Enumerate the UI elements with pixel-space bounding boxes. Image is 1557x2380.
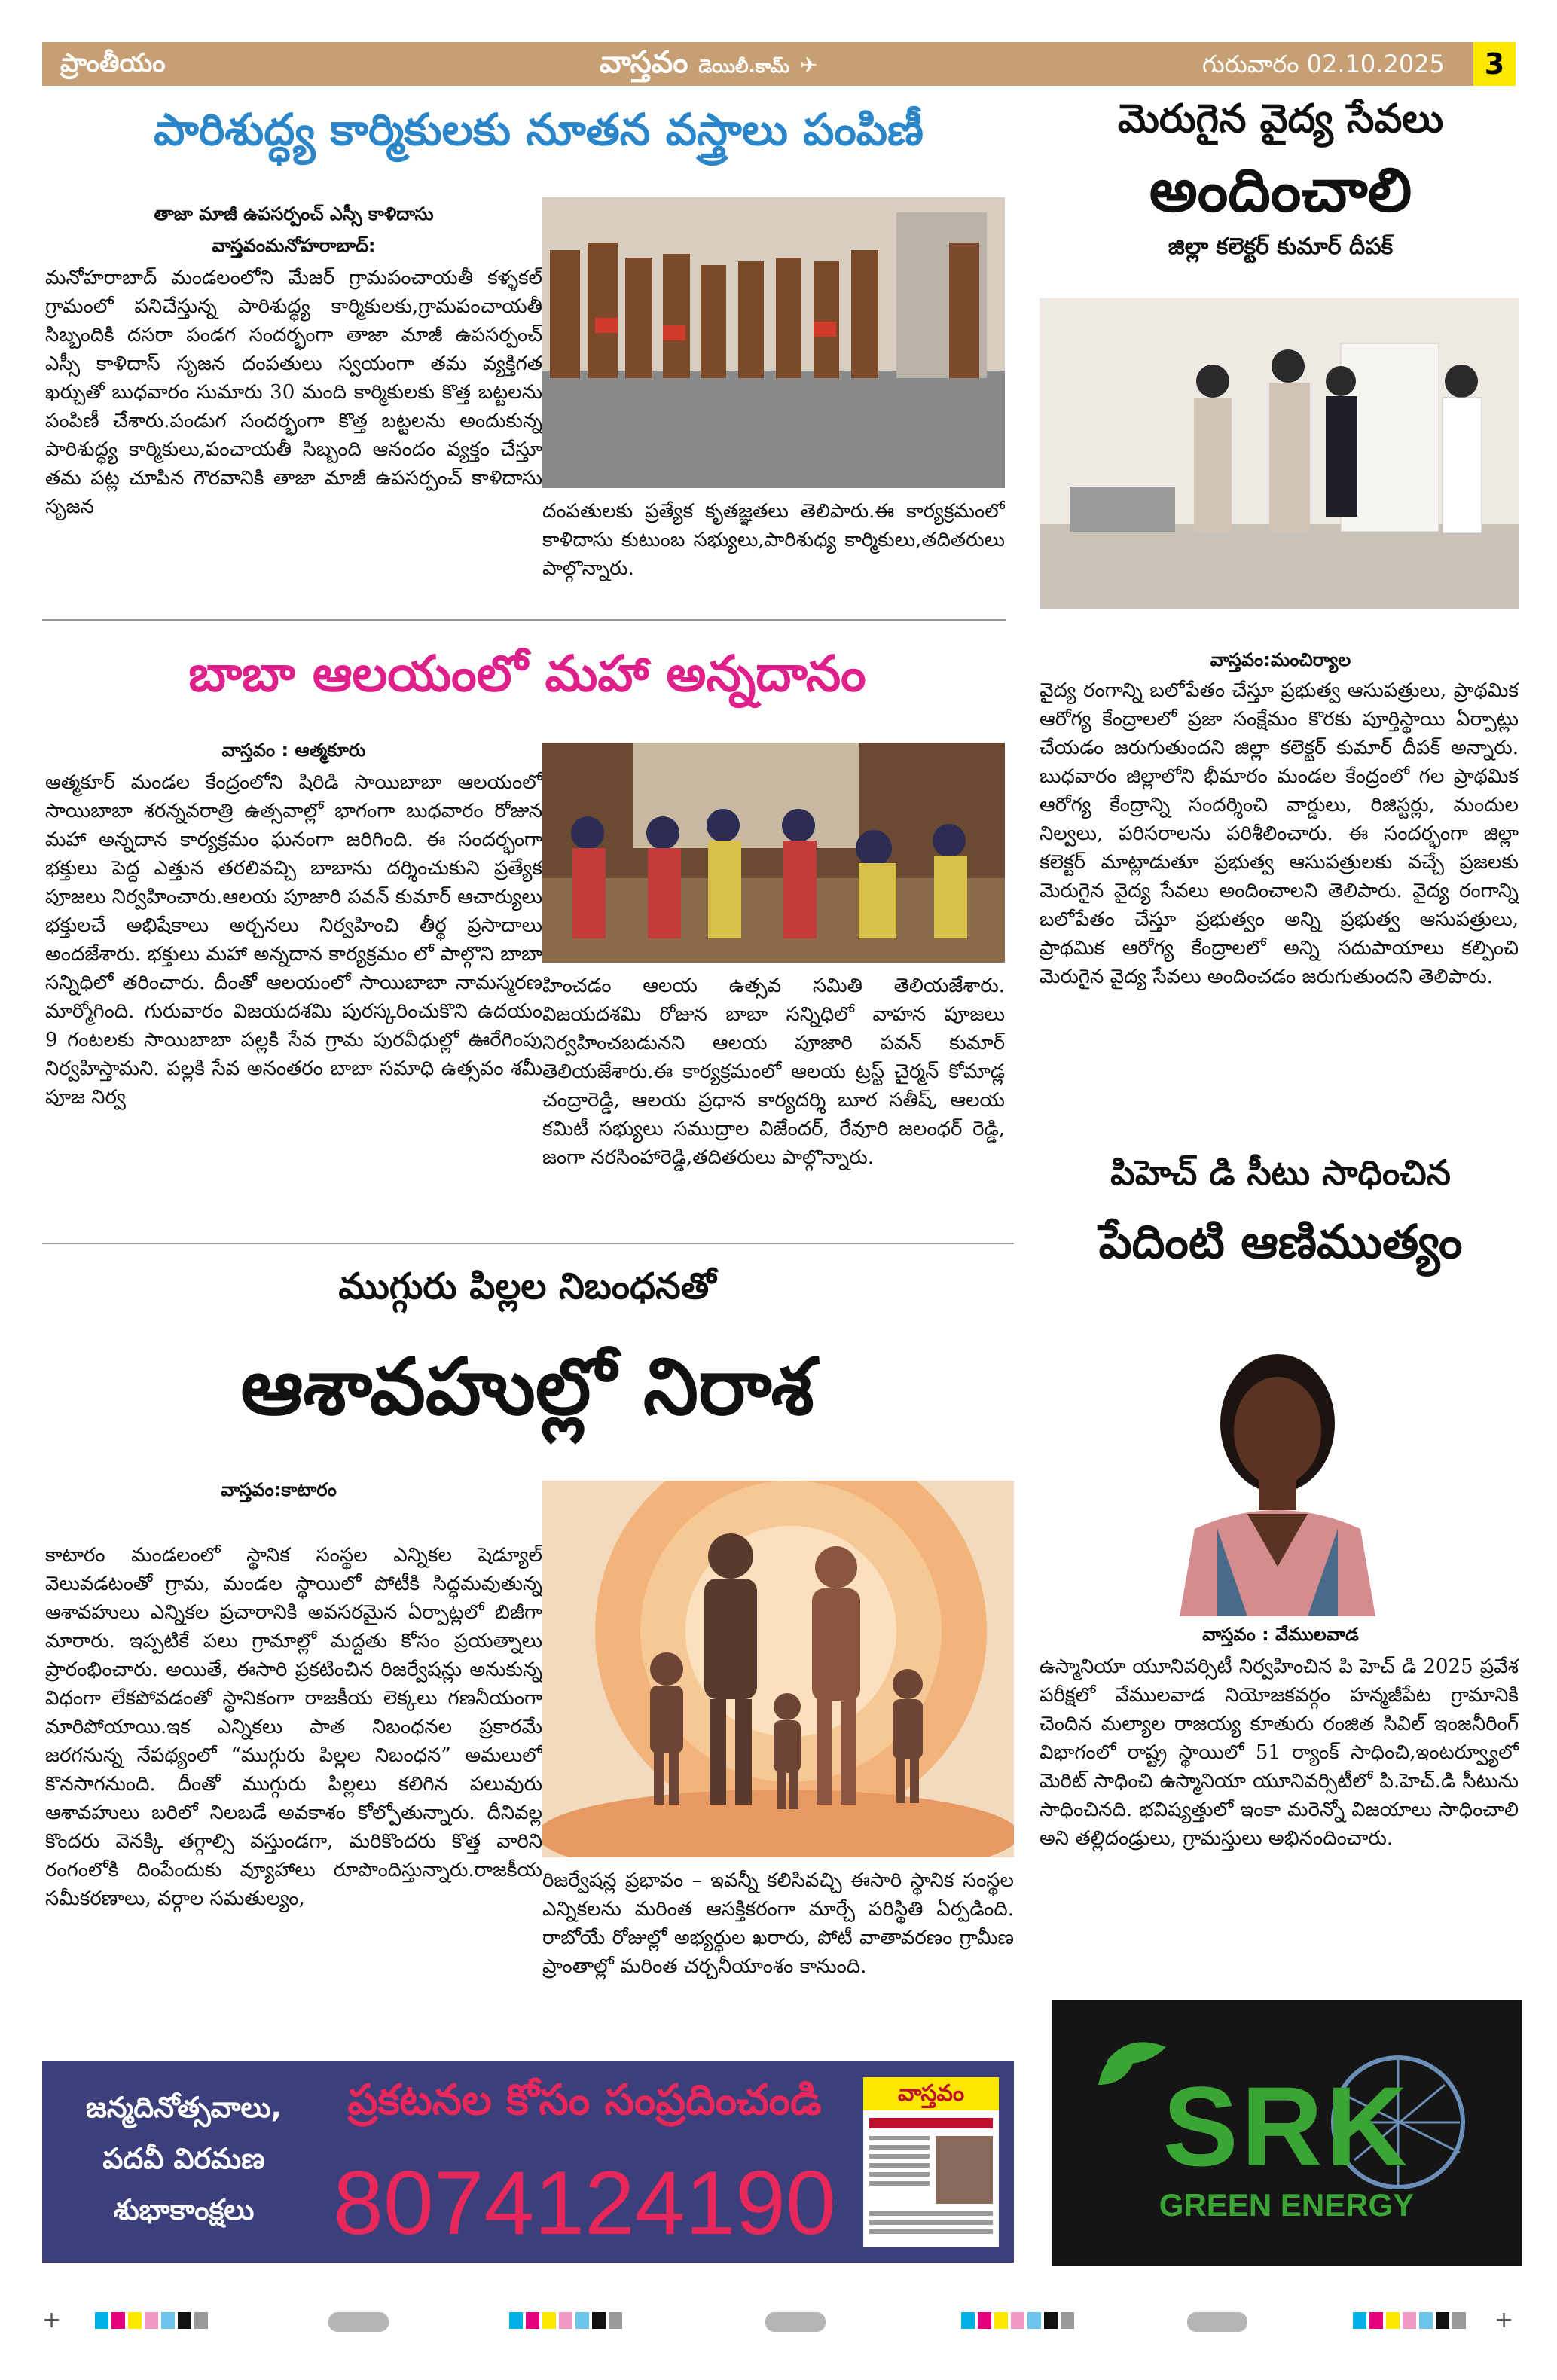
registration-color-bars	[42, 2306, 1515, 2336]
article3-dateline: వాస్తవం : ఆత్మకూరు	[221, 740, 366, 761]
family-silhouette-illustration	[542, 1481, 1014, 1857]
ad-left-line2: పదవీ విరమణ	[102, 2142, 265, 2175]
section-label: ప్రాంతీయం	[60, 48, 166, 78]
article2-subhead: జిల్లా కలెక్టర్ కుమార్ దీపక్	[1168, 233, 1394, 260]
student-portrait	[1165, 1341, 1391, 1616]
ad-left-line3: శుభాకాంక్షలు	[113, 2193, 255, 2226]
ad-newspaper-thumbnail	[863, 2077, 999, 2247]
svg-text:+: +	[42, 2307, 62, 2333]
article1-photo	[542, 197, 1005, 488]
article3-col1: ఆత్మకూర్ మండల కేంద్రంలోని షిరిడి సాయిబాబా ఆలయంలో సాయిబాబా శరన్నవరాత్రి ఉత్సవాల్లో భాగంగా బుధవారం రోజున మహా అన్నదాన కార్యక్రమం ఘనంగా జరిగింది. ఈ సందర్భంగా భక్తులు పెద్ద ఎత్తున తరలివచ్చి బాబాను దర్శించుకుని ప్రత్యేక పూజలు నిర్వహించారు.ఆలయ పూజారి పవన్ కుమార్ ఆచార్యులు భక్తులచే అభిషేకాలు అర్చనలు నిర్వహించి తీర్థ ప్రసాదాలు అందజేశారు. భక్తులు మహా అన్నదాన కార్యక్రమం లో పాల్గొని బాబా సన్నిధిలో తరించారు. దీంతో ఆలయంలో సాయిబాబా నామస్మరణ మార్మోగింది. గురువారం విజయదశమి పురస్కరించుకొని ఉదయం 9 గంటలకు సాయిబాబా పల్లకి సేవ గ్రామ పురవీధుల్లో ఊరేగింపు నిర్వహిస్తామని. పల్లకి సేవ అనంతరం బాబా సమాధి ఉత్సవం శమీ పూజ నిర్వ	[45, 771, 542, 1109]
article2-photo	[1040, 298, 1519, 609]
article1-col1: మనోహరాబాద్ మండలంలోని మేజర్ గ్రామపంచాయతీ కళ్ళకల్ గ్రామంలో పనిచేస్తున్న పారిశుద్ధ్య కార్మికులకు,గ్రామపంచాయతీ సిబ్బందికి దసరా పండగ సందర్భంగా తాజా మాజీ ఉపసర్పంచ్ ఎస్సీ కాళిదాస్ సృజన దంపతులు స్వయంగా తమ వ్యక్తిగత ఖర్చుతో బుధవారం సుమారు 30 మంది కార్మికులకు కొత్త బట్టలను పంపిణీ చేశారు.పండుగ సందర్భంగా కొత్త బట్టలను అందుకున్న పారిశుద్ధ్య కార్మికులు,పంచాయతీ సిబ్బంది ఆనందం వ్యక్తం చేస్తూ తమ పట్ల చూపిన గౌరవానికి తాజా మాజీ ఉపసర్పంచ్ కాళిదాసు సృజన	[45, 267, 542, 518]
article3-col2: హించడం ఆలయ ఉత్సవ సమితి తెలియజేశారు. విజయదశమి రోజున బాబా సన్నిధిలో వాహన పూజలు నిర్వహించబడునని ఆలయ పూజారి పవన్ కుమార్ తెలియజేశారు.ఈ కార్యక్రమంలో ఆలయ ట్రస్ట్ చైర్మన్ కోమాడ్ల చంద్రారెడ్డి, ఆలయ ప్రధాన కార్యదర్శి బూర సతీష్, ఆలయ కమిటీ సభ్యులు సముద్రాల విజేందర్, రేవూరి జలంధర్ రెడ్డి, జంగా నరసింహారెడ్డి,తదితరులు పాల్గొన్నారు.	[542, 975, 1005, 1169]
article5-col1: కాటారం మండలంలో స్థానిక సంస్థల ఎన్నికల షెడ్యూల్ వెలువడటంతో గ్రామ, మండల స్థాయిలో పోటీకి సిద్ధమవుతున్న ఆశావహులు ఎన్నికల ప్రచారానికి అవసరమైన ఏర్పాట్లలో బిజీగా మారారు. ఇప్పటికే పలు గ్రామాల్లో మద్దతు కోసం ప్రయత్నాలు ప్రారంభించారు. అయితే, ఈసారి ప్రకటించిన రిజర్వేషన్లు అనుకున్న విధంగా లేకపోవడంతో స్థానికంగా రాజకీయ లెక్కలు గణనీయంగా మారిపోయాయి.ఇక ఎన్నికలు పాత నిబంధనల ప్రకారమే జరగనున్న నేపథ్యంలో “ముగ్గురు పిల్లల నిబంధన” అమలులో కొనసాగనుంది. దీంతో ముగ్గురు పిల్లలు కలిగిన పలువురు ఆశావహులు బరిలో నిలబడే అవకాశం కోల్పోతున్నారు. దీనివల్ల కొందరు వెనక్కి తగ్గాల్సి వస్తుండగా, మరికొందరు కొత్త వారిని రంగంలోకి దింపేందుకు వ్యూహాలు రూపొందిస్తున్నారు.రాజకీయ సమీకరణాలు, వర్గాల సమతుల్యం,	[45, 1544, 542, 1910]
workers-group-photo	[542, 197, 1005, 488]
article5-headline-line1: ముగ్గురు పిల్లల నిబంధనతో	[338, 1265, 716, 1307]
article5-headline-line2: ఆశావహుల్లో నిరాశ	[240, 1341, 814, 1433]
article2-headline-line1: మెరుగైన వైద్య సేవలు	[1117, 96, 1444, 142]
srk-logo-text: SRK	[1162, 2063, 1411, 2189]
article2-headline-line2: అందించాలి	[1149, 155, 1412, 225]
svg-text:+: +	[1494, 2307, 1514, 2333]
article5-illustration	[542, 1481, 1014, 1857]
thumb-title: వాస్తవం	[863, 2077, 999, 2110]
divider	[42, 619, 1006, 621]
hospital-inspection-photo	[1040, 298, 1519, 609]
divider	[42, 1243, 1014, 1244]
thumb-content	[863, 2110, 999, 2247]
article4-headline-line2: పేదింటి ఆణిముత్యం	[1098, 1214, 1463, 1269]
issue-date: గురువారం 02.10.2025	[1202, 50, 1445, 78]
page-header	[42, 42, 1515, 86]
article3-photo	[542, 743, 1005, 963]
paper-name	[600, 45, 818, 87]
paper-title: వాస్తవం	[600, 45, 688, 80]
article2-dateline: వాస్తవం:మంచిర్యాల	[1210, 649, 1351, 670]
srk-tagline: GREEN ENERGY	[1159, 2187, 1415, 2223]
print-registration-marks	[42, 2306, 1515, 2336]
srk-advertisement	[1052, 2000, 1522, 2266]
article4-dateline: వాస్తవం : వేములవాడ	[1202, 1624, 1359, 1645]
article5-col2: రిజర్వేషన్ల ప్రభావం – ఇవన్నీ కలిసివచ్చి ఈసారి స్థానిక సంస్థల ఎన్నికలను మరింత ఆసక్తికరంగా మార్చే పరిస్థితి ఏర్పడింది. రాబోయే రోజుల్లో అభ్యర్థుల ఖరారు, పోటీ వాతావరణం గ్రామీణ ప్రాంతాల్లో మరింత చర్చనీయాంశం కానుంది.	[542, 1869, 1014, 1978]
bird-icon: ✈	[800, 53, 818, 78]
article4-headline-line1: పిహెచ్ డి సీటు సాధించిన	[1110, 1152, 1451, 1193]
article5-dateline: వాస్తవం:కాటారం	[221, 1479, 337, 1500]
advertisement-banner	[42, 2061, 1014, 2263]
article1-dateline: వాస్తవంమనోహరాబాద్:	[212, 235, 376, 256]
article1-col2: దంపతులకు ప్రత్యేక కృతజ్ఞతలు తెలిపారు.ఈ కార్యక్రమంలో కాళిదాసు కుటుంబ సభ్యులు,పారిశుధ్య కార్మికులు,తదితరులు పాల్గొన్నారు.	[542, 500, 1005, 580]
ad-left-line1: జన్మదినోత్సవాలు,	[86, 2091, 282, 2124]
page-number: 3	[1473, 42, 1516, 86]
article4-portrait	[1165, 1341, 1391, 1616]
annadanam-photo	[542, 743, 1005, 963]
article1-subhead: తాజా మాజీ ఉపసర్పంచ్ ఎస్సీ కాళిదాసు	[154, 203, 434, 224]
article3-headline: బాబా ఆలయంలో మహా అన్నదానం	[188, 645, 866, 703]
article1-headline: పారిశుద్ధ్య కార్మికులకు నూతన వస్త్రాలు పంపిణీ	[154, 104, 924, 155]
ad-headline: ప్రకటనల కోసం సంప్రదించండి	[347, 2076, 822, 2125]
paper-subtitle: డెయిలీ.కామ్	[698, 56, 790, 77]
article4-body: ఉస్మానియా యూనివర్సిటీ నిర్వహించిన పి హెచ్ డి 2025 ప్రవేశ పరీక్షలో వేములవాడ నియోజకవర్గం హన్మజీపేట గ్రామానికి చెందిన మల్యాల రాజయ్య కూతురు రంజిత సివిల్ ఇంజనీరింగ్ విభాగంలో రాష్ట్ర స్థాయిలో 51 ర్యాంక్ సాధించి,ఇంటర్వ్యూలో మెరిట్ సాధించి ఉస్మానియా యూనివర్సిటీలో పి.హెచ్.డి సీటును సాధించినది. భవిష్యత్తులో ఇంకా మరెన్నో విజయాలు సాధించాలి అని తల్లిదండ్రులు, గ్రామస్తులు అభినందించారు.	[1040, 1655, 1519, 1850]
article2-body: వైద్య రంగాన్ని బలోపేతం చేస్తూ ప్రభుత్వ ఆసుపత్రులు, ప్రాథమిక ఆరోగ్య కేంద్రాలలో ప్రజా సంక్షేమం కొరకు పూర్తిస్థాయి ఏర్పాట్లు చేయడం జరుగుతుందని జిల్లా కలెక్టర్ కుమార్ దీపక్ అన్నారు. బుధవారం జిల్లాలోని భీమారం మండల కేంద్రంలో గల ప్రాథమిక ఆరోగ్య కేంద్రాన్ని సందర్శించి వార్డులు, రిజిస్టర్లు, మందుల నిల్వలు, పరిసరాలను పరిశీలించారు. ఈ సందర్భంగా జిల్లా కలెక్టర్ మాట్లాడుతూ ప్రభుత్వ ఆసుపత్రులకు వచ్చే ప్రజలకు మెరుగైన వైద్య సేవలు అందించాలని తెలిపారు. వైద్య రంగాన్ని బలోపేతం చేస్తూ ప్రభుత్వం అన్ని ప్రభుత్వ ఆసుపత్రులు, ప్రాథమిక ఆరోగ్య కేంద్రాలలో అన్ని సదుపాయాలు కల్పించి మెరుగైన వైద్య సేవలు అందించడం జరుగుతుందని తెలిపారు.	[1040, 679, 1519, 988]
ad-phone: 8074124190	[333, 2153, 836, 2253]
